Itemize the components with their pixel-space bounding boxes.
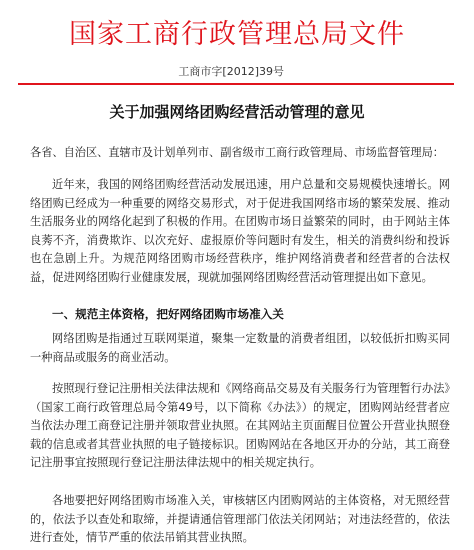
paragraph-market-access: 各地要把好网络团购市场准入关，审核辖区内团购网站的主体资格，对无照经营的，依法予以查处和取缔，并提请通信管理部门依法关闭网站；对违法经营的，依法进行查处，情节严重的依法吊销其营业执照。 [30,494,450,545]
paragraph-intro: 近年来，我国的网络团购经营活动发展迅速，用户总量和交易规模快速增长。网络团购已经成为一种重要的网络交易形式，对于促进我国网络市场的繁荣发展、推动生活服务业的网络化起到了积极的作用。在团购市场日益繁荣的同时，由于网站主体良莠不齐，消费欺诈、以次充好、虚报原价等问题时有发生，相关的消费纠纷和投诉也在急剧上升。为规范网络团购市场经营秩序，维护网络消费者和经营者的合法权益，促进网络团购行业健康发展，现就加强网络团购经营活动管理提出如下意见。 [30,178,450,284]
addressee-line: 各省、自治区、直辖市及计划单列市、副省级市工商行政管理局、市场监督管理局： [30,146,444,159]
header-divider [18,83,454,85]
paragraph-definition: 网络团购是指通过互联网渠道，聚集一定数量的消费者组团，以较低折扣购买同一种商品或服务的商业活动。 [30,332,450,364]
document-header: 国家工商行政管理总局文件 [69,19,405,50]
document-title: 关于加强网络团购经营活动管理的意见 [109,103,365,121]
section-heading: 一、规范主体资格，把好网络团购市场准入关 [52,307,284,321]
paragraph-registration: 按照现行登记注册相关法律法规和《网络商品交易及有关服务行为管理暂行办法》（国家工商行政管理总局令第49号，以下简称《办法》）的规定，团购网站经营者应当依法办理工商登记注册并领取营业执照。在其网站主页面醒目位置公开营业执照登载的信息或者其营业执照的电子链接标识。团购网站在各地区开办的分站，其工商登记注册事宜按照现行登记注册法律法规中的相关规定执行。 [30,382,450,470]
document-number: 工商市字[2012]39号 [178,65,284,78]
